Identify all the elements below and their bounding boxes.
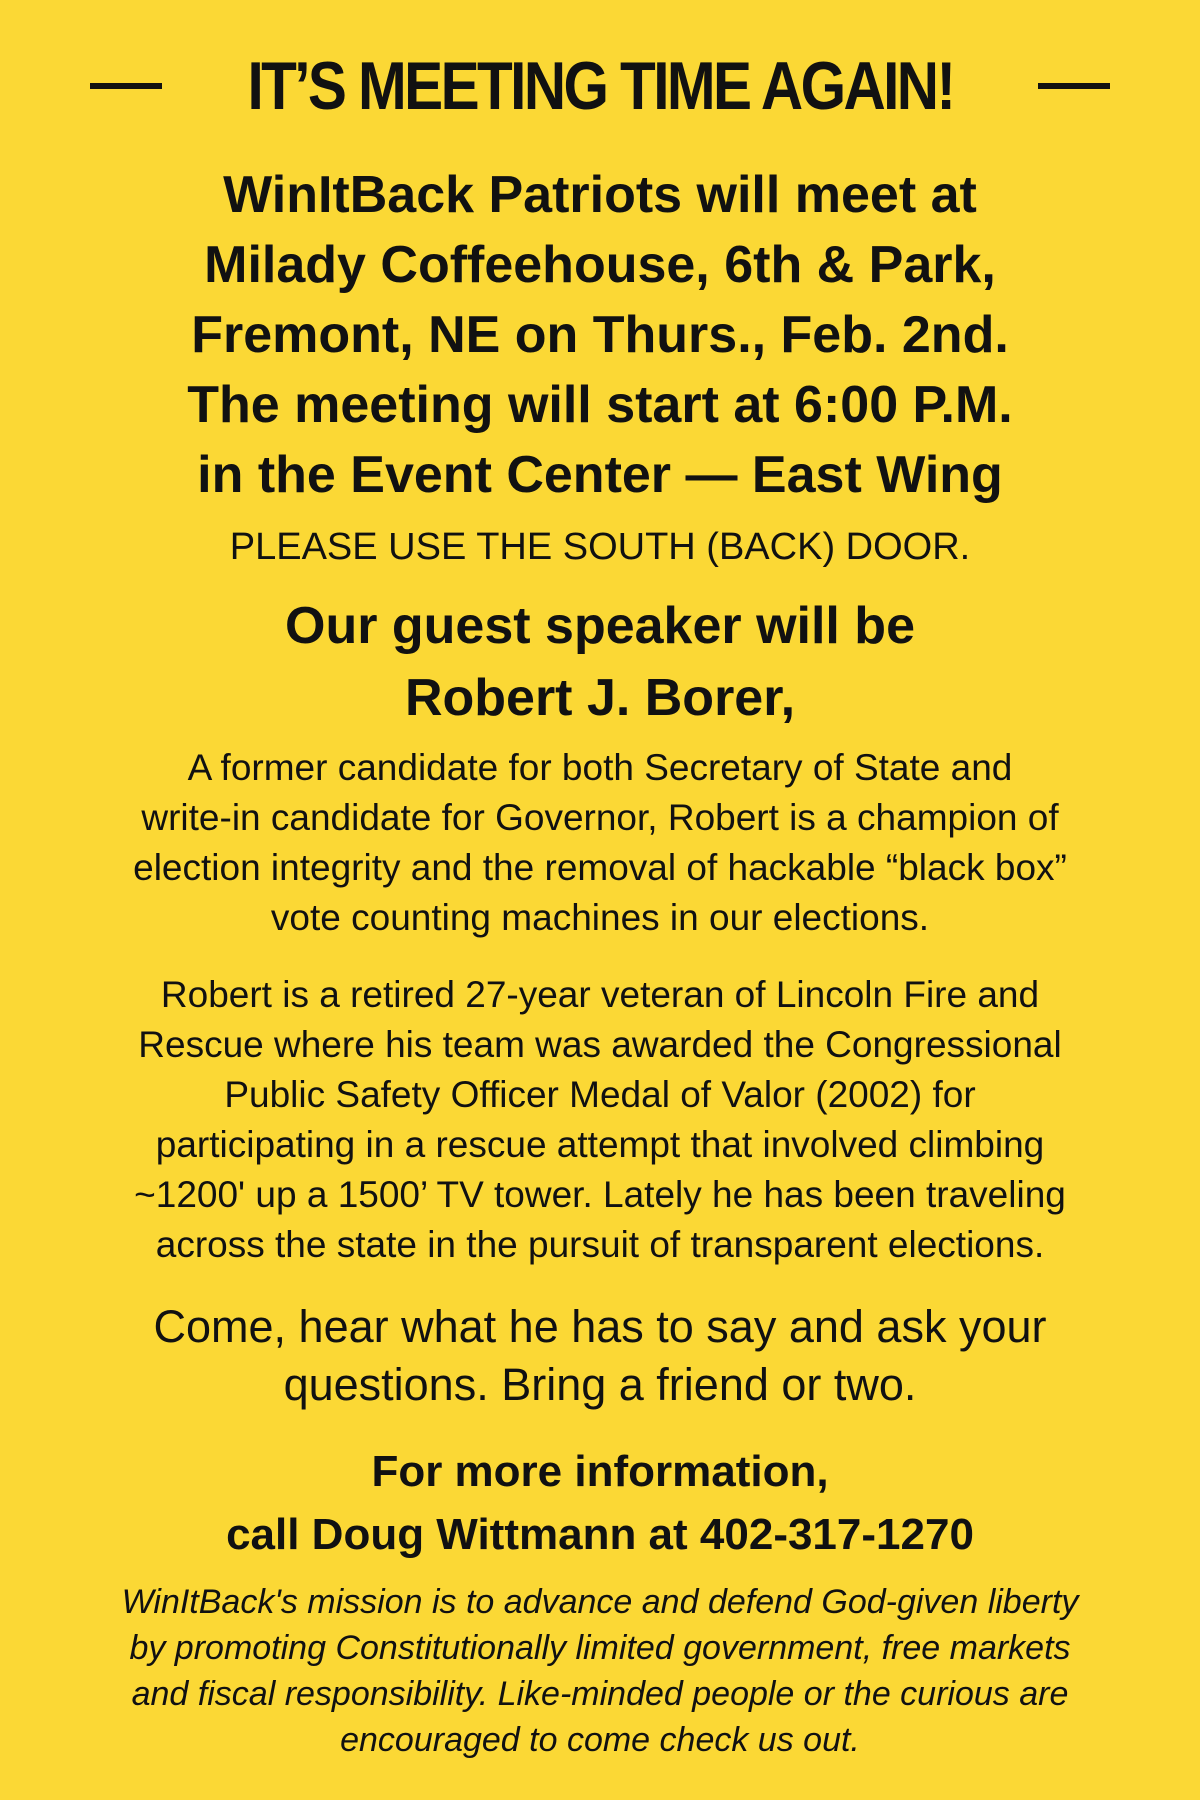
meeting-details (0, 160, 1200, 510)
mission-statement (0, 1579, 1200, 1763)
contact-phone: call Doug Wittmann at 402-317-1270 (226, 1510, 974, 1559)
bio-line: vote counting machines in our elections. (270, 897, 930, 938)
headline (0, 48, 1200, 124)
guest-speaker (0, 590, 1200, 734)
speaker-name: Robert J. Borer, (404, 669, 796, 727)
bio-line: across the state in the pursuit of transparent elections. (155, 1224, 1045, 1265)
bio-paragraph-1 (0, 743, 1200, 943)
headline-text: IT’S MEETING TIME AGAIN! (247, 48, 953, 124)
invitation (0, 1298, 1200, 1414)
contact-line: For more information, (371, 1447, 829, 1496)
meeting-line: WinItBack Patriots will meet at (223, 166, 977, 224)
mission-line: and fiscal responsibility. Like-minded people or the curious are (131, 1675, 1069, 1713)
mission-line: by promoting Constitutionally limited government, free markets (129, 1629, 1071, 1667)
meeting-line: in the Event Center — East Wing (197, 446, 1003, 504)
contact-info (0, 1440, 1200, 1566)
headline-left-dash (90, 83, 162, 89)
invitation-line: Come, hear what he has to say and ask your (153, 1301, 1047, 1352)
bio-line: Rescue where his team was awarded the Congressional (138, 1024, 1062, 1065)
door-note: PLEASE USE THE SOUTH (BACK) DOOR. (229, 526, 971, 568)
mission-line: encouraged to come check us out. (340, 1721, 860, 1759)
mission-line: WinItBack's mission is to advance and defend God-given liberty (121, 1583, 1079, 1621)
bio-line: participating in a rescue attempt that involved climbing (155, 1124, 1045, 1165)
bio-line: election integrity and the removal of hackable “black box” (133, 847, 1067, 888)
bio-line: Public Safety Officer Medal of Valor (2002) for (224, 1074, 976, 1115)
meeting-line: Fremont, NE on Thurs., Feb. 2nd. (191, 306, 1009, 364)
bio-line: Robert is a retired 27-year veteran of Lincoln Fire and (160, 974, 1040, 1015)
meeting-line: The meeting will start at 6:00 P.M. (187, 376, 1013, 434)
invitation-line: questions. Bring a friend or two. (283, 1359, 917, 1410)
bio-line: write-in candidate for Governor, Robert is a champion of (141, 797, 1059, 838)
bio-line: ~1200' up a 1500’ TV tower. Lately he has been traveling (134, 1174, 1066, 1215)
meeting-line: Milady Coffeehouse, 6th & Park, (204, 236, 996, 294)
speaker-line: Our guest speaker will be (285, 597, 915, 655)
bio-paragraph-2 (0, 970, 1200, 1270)
bio-line: A former candidate for both Secretary of State and (187, 747, 1013, 788)
headline-right-dash (1038, 83, 1110, 89)
